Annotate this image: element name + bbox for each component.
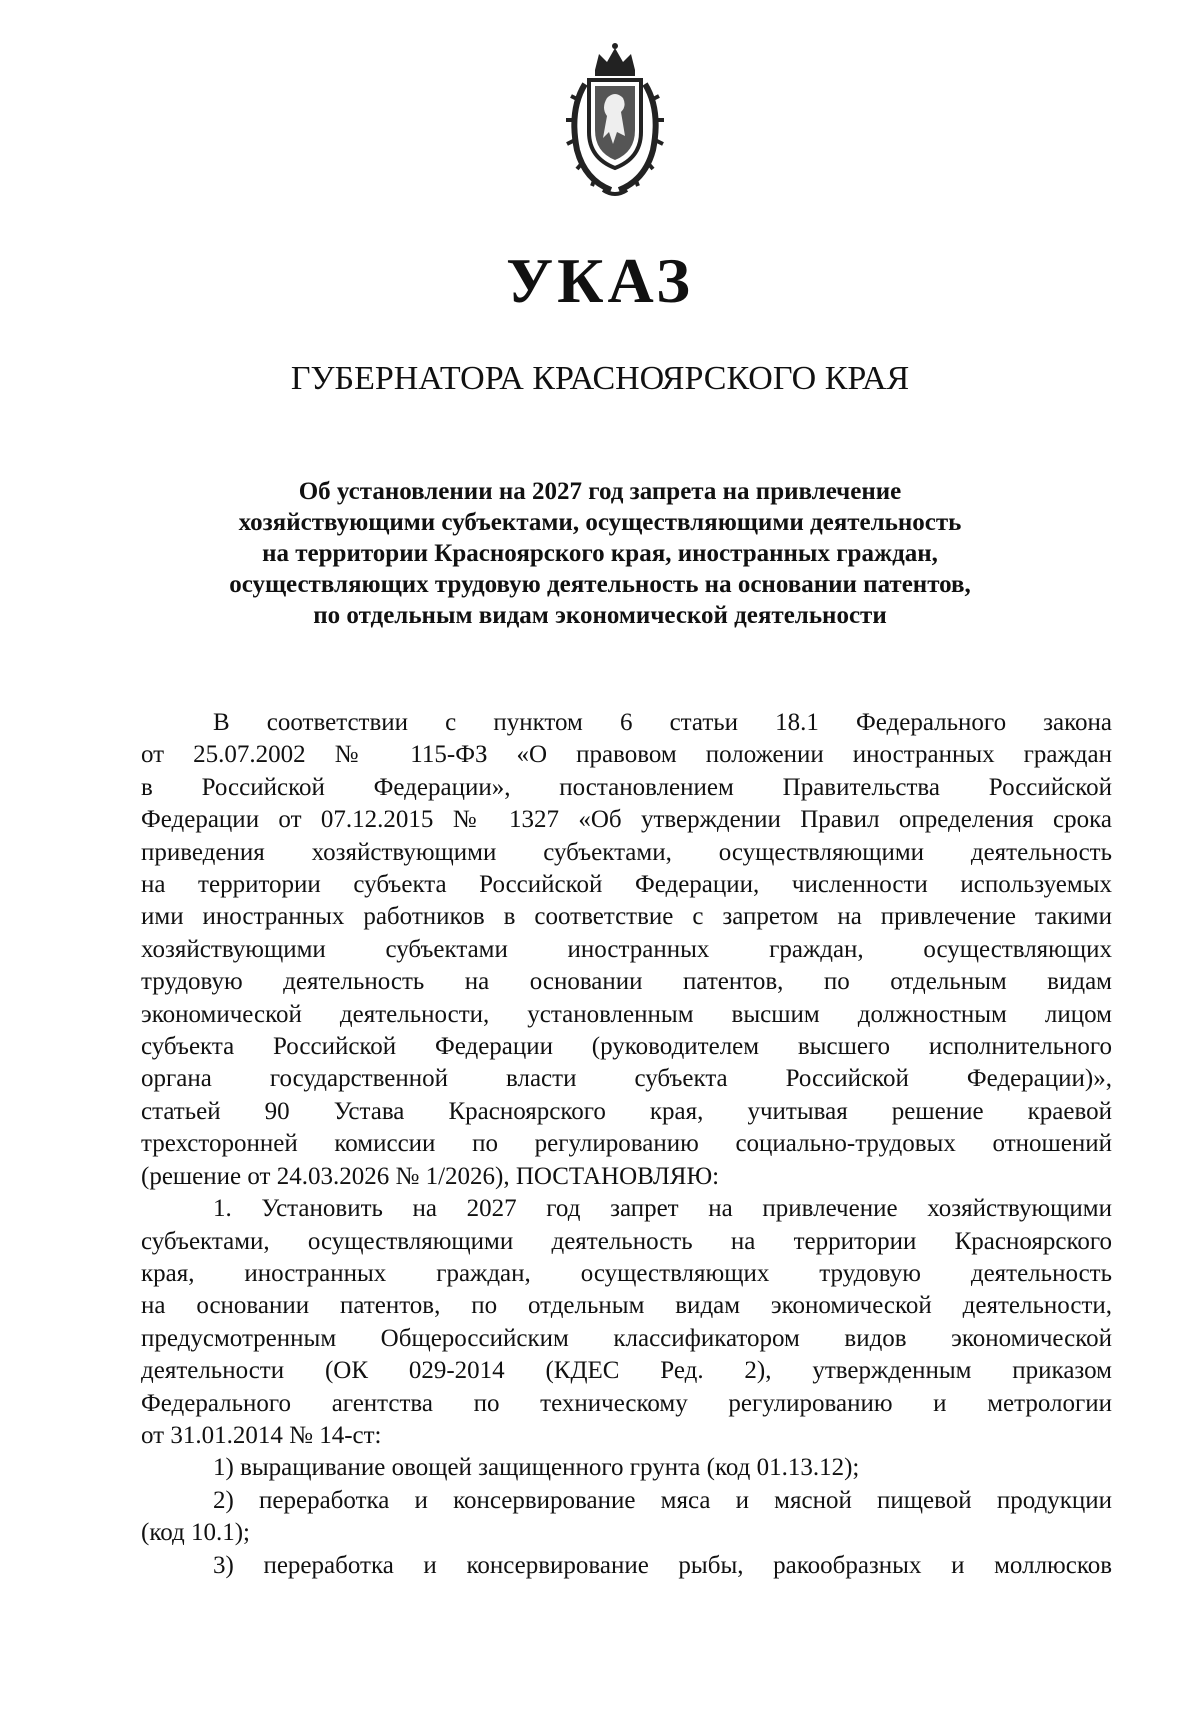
coat-of-arms-emblem (555, 40, 675, 200)
decree-body (141, 707, 1112, 1582)
body-line: трудовую деятельность на основании патентов, по отдельным видам (141, 968, 1112, 996)
subitem-2-paragraph (141, 1485, 1112, 1550)
body-line: 3) переработка и консервирование рыбы, ракообразных и моллюсков (213, 1551, 1112, 1579)
body-line: хозяйствующими субъектами иностранных граждан, осуществляющих (141, 935, 1112, 963)
body-line: В соответствии с пунктом 6 статьи 18.1 Федерального закона (213, 709, 1112, 736)
body-line: в Российской Федерации», постановлением Правительства Российской (141, 773, 1112, 801)
title-line: Об установлении на 2027 год запрета на привлечение (298, 478, 902, 505)
body-line: от 25.07.2002 № 115-ФЗ «О правовом положении иностранных граждан (141, 741, 1112, 769)
body-line: (решение от 24.03.2026 № 1/2026), ПОСТАНОВЛЯЮ: (141, 1162, 720, 1190)
title-line: по отдельным видам экономической деятельности (313, 602, 887, 629)
body-line: приведения хозяйствующими субъектами, осуществляющими деятельность (141, 838, 1112, 866)
body-line: статьей 90 Устава Красноярского края, учитывая решение краевой (141, 1097, 1112, 1125)
body-line: 1. Установить на 2027 год запрет на привлечение хозяйствующими (213, 1195, 1112, 1223)
body-line: деятельности (ОК 029-2014 (КДЕС Ред. 2), утвержденным приказом (141, 1357, 1112, 1385)
body-line: (код 10.1); (141, 1519, 250, 1547)
body-line: на основании патентов, по отдельным видам экономической деятельности, (141, 1292, 1112, 1320)
body-line: органа государственной власти субъекта Российской Федерации)», (141, 1065, 1112, 1093)
body-line: от 31.01.2014 № 14-ст: (141, 1421, 382, 1449)
body-line: экономической деятельности, установленным высшим должностным лицом (141, 1000, 1112, 1028)
document-type-heading: УКАЗ (506, 245, 694, 316)
title-line: на территории Красноярского края, иностранных граждан, (262, 540, 938, 567)
title-line: осуществляющих трудовую деятельность на основании патентов, (229, 571, 971, 598)
body-line: 1) выращивание овощей защищенного грунта (код 01.13.12); (213, 1454, 860, 1482)
coat-of-arms-icon (555, 40, 675, 200)
subitem-3-paragraph (141, 1550, 1112, 1582)
body-line: предусмотренным Общероссийским классификатором видов экономической (141, 1324, 1112, 1352)
issuing-authority: ГУБЕРНАТОРА КРАСНОЯРСКОГО КРАЯ (290, 360, 910, 397)
body-line: Федерации от 07.12.2015 № 1327 «Об утверждении Правил определения срока (141, 806, 1112, 834)
body-line: субъектами, осуществляющими деятельность на территории Красноярского (141, 1227, 1112, 1255)
body-line: края, иностранных граждан, осуществляющих трудовую деятельность (141, 1259, 1112, 1287)
body-line: ими иностранных работников в соответствие с запретом на привлечение такими (141, 903, 1112, 931)
decree-title (150, 476, 1050, 631)
title-line: хозяйствующими субъектами, осуществляющими деятельность (238, 509, 962, 536)
body-line: 2) переработка и консервирование мяса и мясной пищевой продукции (213, 1486, 1112, 1514)
body-line: Федерального агентства по техническому регулированию и метрологии (141, 1389, 1112, 1417)
subitem-1-paragraph (141, 1452, 1112, 1484)
preamble-paragraph (141, 707, 1112, 1193)
item-1-paragraph (141, 1193, 1112, 1452)
body-line: субъекта Российской Федерации (руководителем высшего исполнительного (141, 1033, 1112, 1061)
body-line: трехсторонней комиссии по регулированию социально-трудовых отношений (141, 1130, 1112, 1158)
body-line: на территории субъекта Российской Федерации, численности используемых (141, 871, 1112, 899)
